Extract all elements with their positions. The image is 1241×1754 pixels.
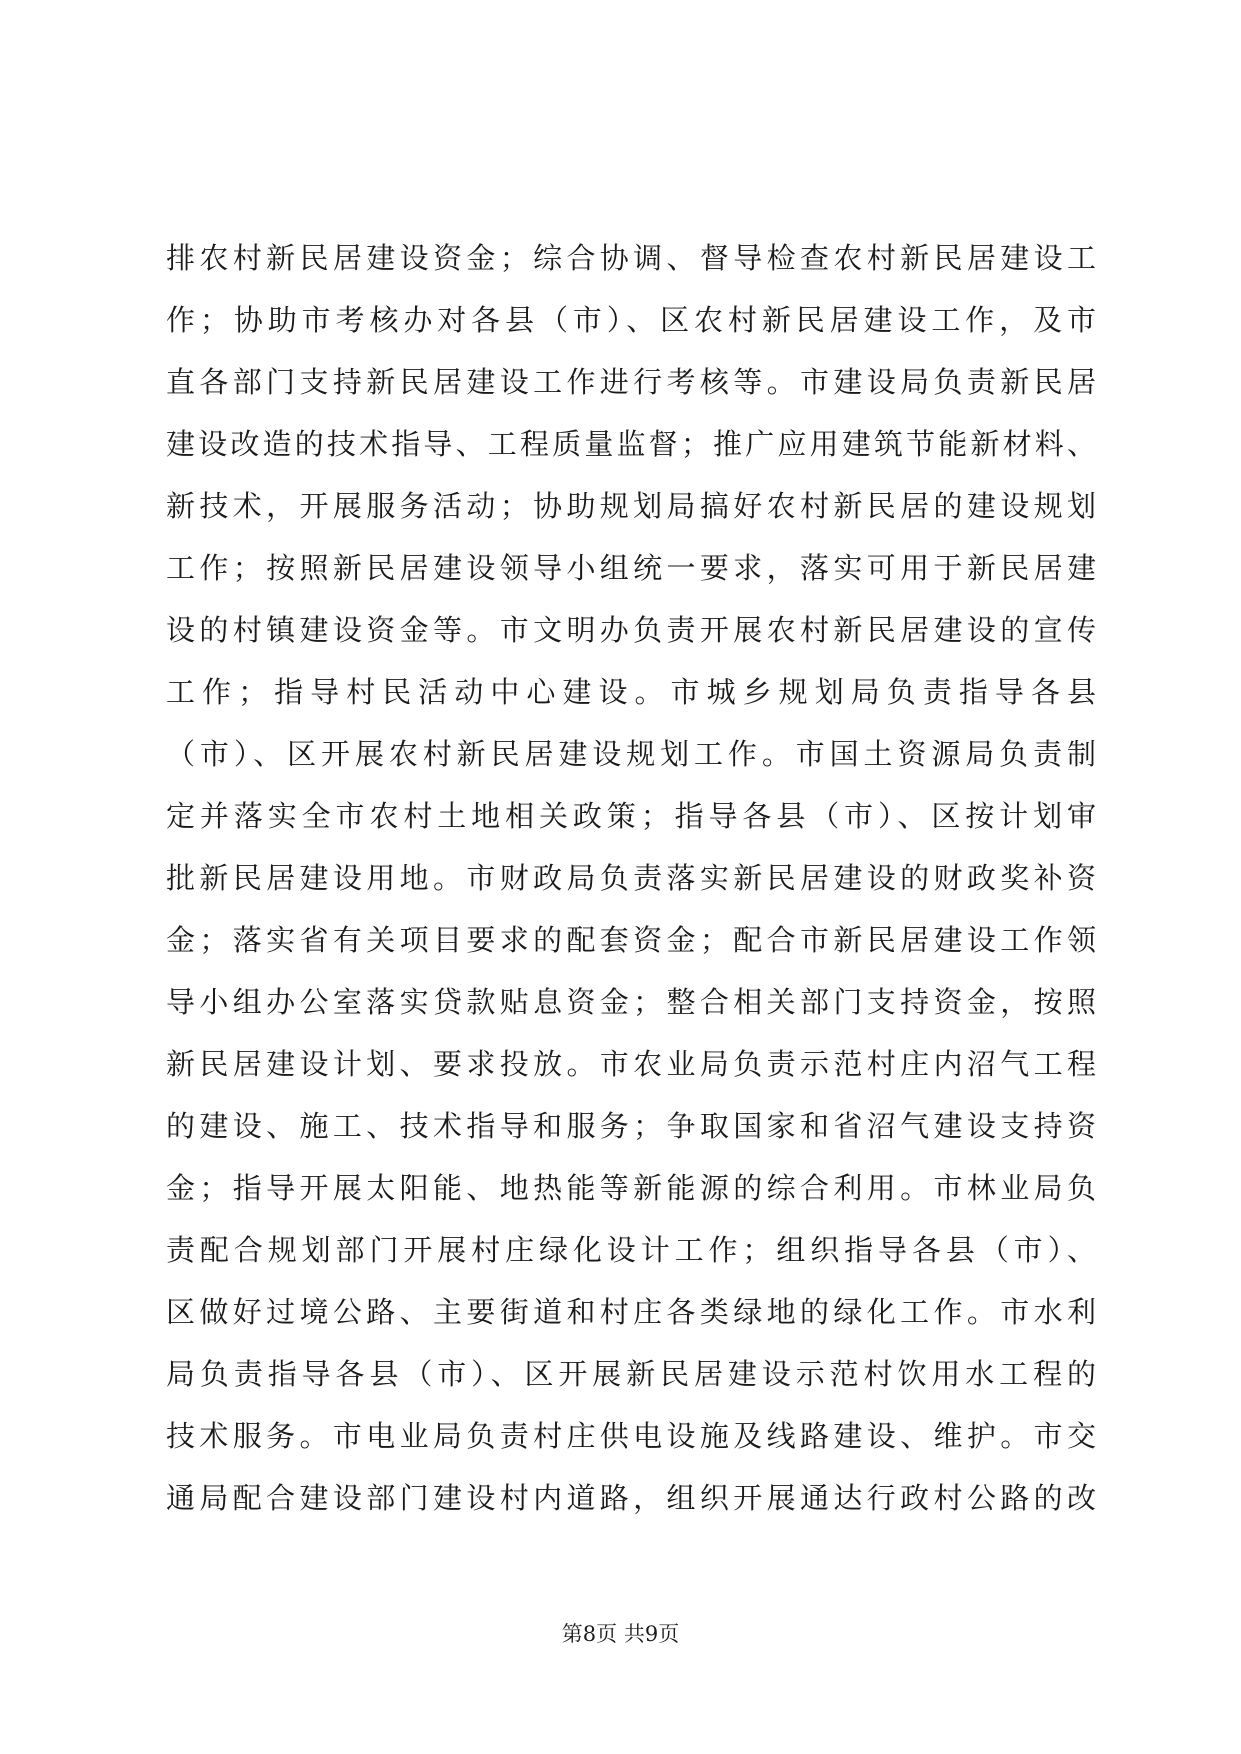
text-line: 定并落实全市农村土地相关政策；指导各县（市）、区按计划审 [166,799,1096,833]
text-line: 直各部门支持新民居建设工作进行考核等。市建设局负责新民居 [166,365,1096,399]
text-line: 工作；按照新民居建设领导小组统一要求，落实可用于新民居建 [166,551,1096,585]
page-footer [0,1618,1241,1648]
text-line: 新技术，开展服务活动；协助规划局搞好农村新民居的建设规划 [166,489,1096,523]
body-text [166,227,1096,1529]
text-line: 通局配合建设部门建设村内道路，组织开展通达行政村公路的改 [166,1481,1096,1515]
text-line: 工作；指导村民活动中心建设。市城乡规划局负责指导各县 [166,675,1096,709]
text-line: 排农村新民居建设资金；综合协调、督导检查农村新民居建设工 [166,241,1096,275]
text-line: （市）、区开展农村新民居建设规划工作。市国土资源局负责制 [166,737,1096,771]
text-line: 金；指导开展太阳能、地热能等新能源的综合利用。市林业局负 [166,1171,1096,1205]
text-line: 批新民居建设用地。市财政局负责落实新民居建设的财政奖补资 [166,861,1096,895]
text-line: 金；落实省有关项目要求的配套资金；配合市新民居建设工作领 [166,923,1096,957]
text-line: 新民居建设计划、要求投放。市农业局负责示范村庄内沼气工程 [166,1047,1096,1081]
text-line: 导小组办公室落实贷款贴息资金；整合相关部门支持资金，按照 [166,985,1096,1019]
text-line: 技术服务。市电业局负责村庄供电设施及线路建设、维护。市交 [166,1419,1096,1453]
text-line: 区做好过境公路、主要街道和村庄各类绿地的绿化工作。市水利 [166,1295,1096,1329]
text-line: 责配合规划部门开展村庄绿化设计工作；组织指导各县（市）、 [166,1233,1096,1267]
page-number: 第8页 共9页 [561,1622,680,1646]
text-line: 作；协助市考核办对各县（市）、区农村新民居建设工作，及市 [166,303,1096,337]
text-line: 建设改造的技术指导、工程质量监督；推广应用建筑节能新材料、 [166,427,1096,461]
text-line: 设的村镇建设资金等。市文明办负责开展农村新民居建设的宣传 [166,613,1096,647]
text-line: 的建设、施工、技术指导和服务；争取国家和省沼气建设支持资 [166,1109,1096,1143]
text-line: 局负责指导各县（市）、区开展新民居建设示范村饮用水工程的 [166,1357,1096,1391]
